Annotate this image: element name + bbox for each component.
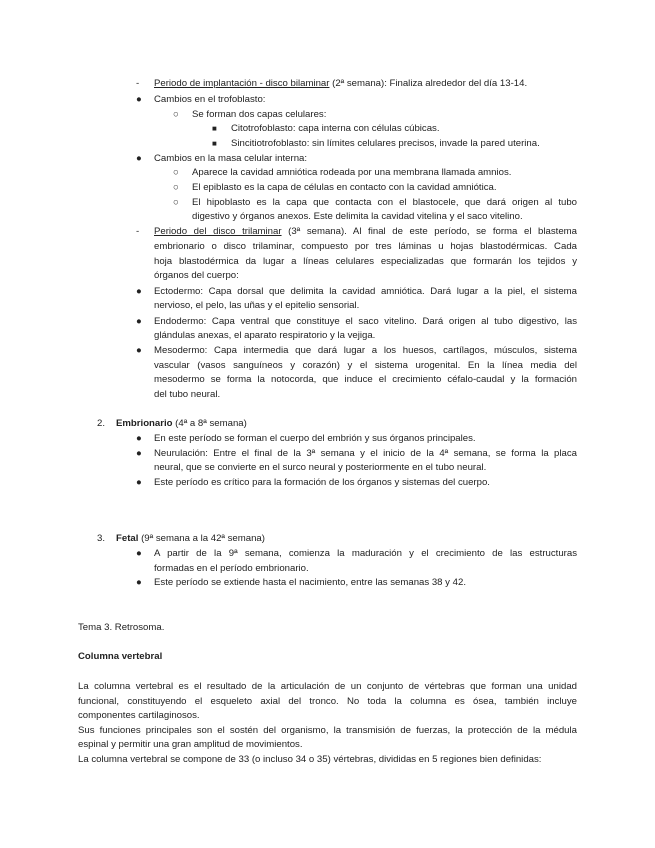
paragraph-line: espinal y permitir una gran amplitud de movimientos.	[78, 739, 303, 750]
trilaminar-rest: (3ª semana). Al final de este período, se forma el blastema	[281, 226, 577, 237]
ectodermo-line: Ectodermo: Capa dorsal que delimita la cavidad amniótica. Dará lugar a la piel, el sistema	[154, 286, 577, 297]
implantacion-title: Periodo de implantación - disco bilaminar	[154, 78, 330, 89]
section2-bullet: En este período se forman el cuerpo del embrión y sus órganos principales.	[154, 433, 476, 444]
square-bullet-icon: ■	[212, 124, 217, 133]
mesodermo-line: vascular (vasos sanguíneos y corazón) y el sistema urogenital. En la línea media del	[154, 360, 577, 371]
endodermo-line: glándulas anexas, el aparato respiratorio y la vejiga.	[154, 330, 376, 341]
section-number: 3.	[97, 533, 106, 544]
circle-bullet-icon: ○	[173, 182, 179, 193]
masa-label: Cambios en la masa celular interna:	[154, 153, 308, 164]
section2-bullet: Este período es crítico para la formación de los órganos y sistemas del cuerpo.	[154, 477, 490, 488]
square-bullet-icon: ■	[212, 139, 217, 148]
masa-item: El hipoblasto es la capa que contacta con el blastocele, que dará origen al tubo	[192, 197, 577, 208]
bullet-icon: ●	[136, 477, 142, 488]
section2-bullet: Neurulación: Entre el final de la 3ª semana y el inicio de la 4ª semana, se forma la placa	[154, 448, 577, 459]
dash-marker: -	[136, 78, 140, 89]
implantacion-rest: (2ª semana): Finaliza alrededor del día 13-14.	[329, 78, 528, 89]
section2-title: Embrionario	[116, 418, 173, 429]
section3-title: Fetal	[116, 533, 139, 544]
implantacion-heading	[154, 77, 527, 90]
trilaminar-heading	[154, 225, 577, 238]
trofoblasto-sub: Se forman dos capas celulares:	[192, 109, 327, 120]
trofoblasto-item: Citotrofoblasto: capa interna con células cúbicas.	[231, 123, 440, 134]
circle-bullet-icon: ○	[173, 197, 179, 208]
masa-item: digestivo y órganos anexos. Este delimita la cavidad vitelina y el saco vitelino.	[192, 211, 523, 222]
circle-bullet-icon: ○	[173, 109, 179, 120]
trilaminar-line: órganos del cuerpo:	[154, 270, 239, 281]
section3-bullet: formadas en el período embrionario.	[154, 563, 309, 574]
mesodermo-line: mesodermo se forma la notocorda, que induce el crecimiento céfalo-caudal y la formación	[154, 374, 577, 385]
section3-bullet: A partir de la 9ª semana, comienza la maduración y el crecimiento de las estructuras	[154, 548, 577, 559]
circle-bullet-icon: ○	[173, 167, 179, 178]
bullet-icon: ●	[136, 548, 142, 559]
dash-marker: -	[136, 226, 140, 237]
bullet-icon: ●	[136, 153, 142, 164]
section2-subtitle: (4ª a 8ª semana)	[172, 418, 247, 429]
section2-bullet: neural, que se convierte en el surco neural y posteriormente en el tubo neural.	[154, 462, 487, 473]
paragraph-line: funcional, constituyendo el esqueleto axial del tronco. No toda la columna es ósea, también incluye	[78, 696, 577, 707]
paragraph-line: La columna vertebral se compone de 33 (o incluso 34 o 35) vértebras, divididas en 5 regiones bien definidas:	[78, 754, 542, 765]
bullet-icon: ●	[136, 316, 142, 327]
trofoblasto-label: Cambios en el trofoblasto:	[154, 94, 266, 105]
trofoblasto-item: Sincitiotrofoblasto: sin límites celulares precisos, invade la pared uterina.	[231, 138, 540, 149]
columna-heading: Columna vertebral	[78, 651, 163, 662]
mesodermo-line: del tubo neural.	[154, 389, 221, 400]
ectodermo-line: nervioso, el pelo, las uñas y el epitelio sensorial.	[154, 300, 360, 311]
paragraph-line: componentes cartilaginosos.	[78, 710, 200, 721]
bullet-icon: ●	[136, 577, 142, 588]
trilaminar-title: Periodo del disco trilaminar	[154, 226, 282, 237]
section-number: 2.	[97, 418, 106, 429]
paragraph-line: La columna vertebral es el resultado de la articulación de un conjunto de vértebras que forman una unidad	[78, 681, 577, 692]
bullet-icon: ●	[136, 94, 142, 105]
paragraph-line: Sus funciones principales son el sostén del organismo, la transmisión de fuerzas, la protección de la médula	[78, 725, 577, 736]
masa-item: El epiblasto es la capa de células en contacto con la cavidad amniótica.	[192, 182, 497, 193]
trilaminar-line: embrionario o disco trilaminar, compuesto por tres láminas u hojas blastodérmicas. Cada	[154, 241, 577, 252]
section3-heading	[116, 532, 265, 545]
trilaminar-line: hoja blastodérmica da lugar a líneas celulares especializadas que formarán los tejidos y	[154, 256, 577, 267]
masa-item: Aparece la cavidad amniótica rodeada por una membrana llamada amnios.	[192, 167, 512, 178]
bullet-icon: ●	[136, 448, 142, 459]
bullet-icon: ●	[136, 286, 142, 297]
bullet-icon: ●	[136, 345, 142, 356]
mesodermo-line: Mesodermo: Capa intermedia que dará lugar a los huesos, cartílagos, músculos, sistema	[154, 345, 577, 356]
bullet-icon: ●	[136, 433, 142, 444]
section2-heading	[116, 417, 247, 430]
section3-bullet: Este período se extiende hasta el nacimiento, entre las semanas 38 y 42.	[154, 577, 466, 588]
tema-heading: Tema 3. Retrosoma.	[78, 622, 165, 633]
endodermo-line: Endodermo: Capa ventral que constituye el saco vitelino. Dará origen al tubo digestivo, las	[154, 316, 577, 327]
section3-subtitle: (9ª semana a la 42ª semana)	[138, 533, 265, 544]
